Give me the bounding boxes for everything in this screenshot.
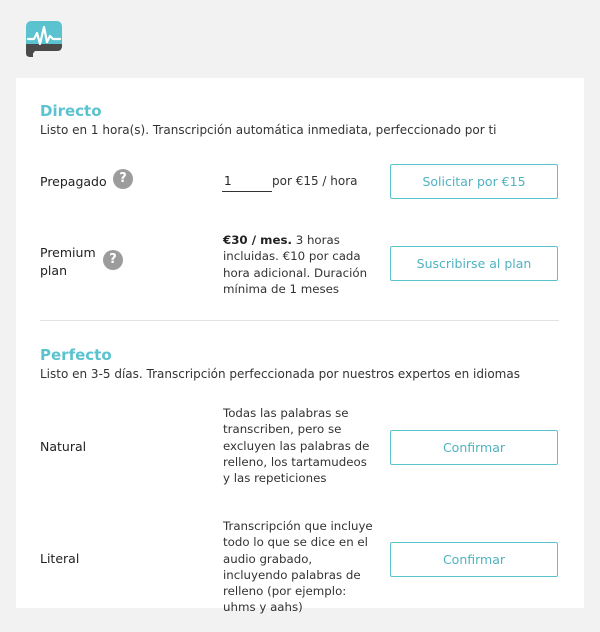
help-icon-prepaid[interactable]: ? [113, 169, 133, 189]
help-icon-premium[interactable]: ? [103, 250, 123, 270]
section-title-directo: Directo [40, 102, 102, 120]
premium-plan-label-line2: plan [40, 263, 67, 278]
premium-plan-description [223, 232, 373, 297]
waveform-chat-icon [25, 20, 63, 58]
hours-quantity-input[interactable] [222, 171, 272, 192]
section-description-directo: Listo en 1 hora(s). Transcripción automática inmediata, perfeccionado por ti [40, 123, 497, 137]
subscribe-plan-button[interactable]: Suscribirse al plan [390, 246, 558, 281]
pricing-card [16, 78, 584, 615]
section-description-perfecto: Listo en 3-5 días. Transcripción perfeccionada por nuestros expertos en idiomas [40, 367, 520, 381]
prepaid-label: Prepagado [40, 174, 107, 189]
section-title-perfecto: Perfecto [40, 346, 112, 364]
confirm-literal-button[interactable]: Confirmar [390, 542, 558, 577]
confirm-natural-button[interactable]: Confirmar [390, 430, 558, 465]
section-divider [40, 320, 559, 321]
header [0, 0, 600, 78]
literal-description: Transcripción que incluye todo lo que se dice en el audio grabado, incluyendo palabras de relleno (por ejemplo: uhms y aahs) [223, 519, 373, 615]
premium-plan-label [40, 244, 96, 280]
literal-label: Literal [40, 551, 80, 566]
premium-plan-label-line1: Premium [40, 245, 96, 260]
request-prepaid-button[interactable]: Solicitar por €15 [390, 164, 558, 199]
natural-description: Todas las palabras se transcriben, pero se excluyen las palabras de relleno, los tartamudeos y las repeticiones [223, 406, 370, 486]
premium-plan-price: €30 / mes. [223, 233, 292, 247]
natural-label: Natural [40, 439, 87, 454]
premium-plan-details: 3 horas incluidas. €10 por cada hora adicional. Duración mínima de 1 meses [223, 233, 368, 296]
prepaid-price-text: por €15 / hora [272, 174, 358, 188]
